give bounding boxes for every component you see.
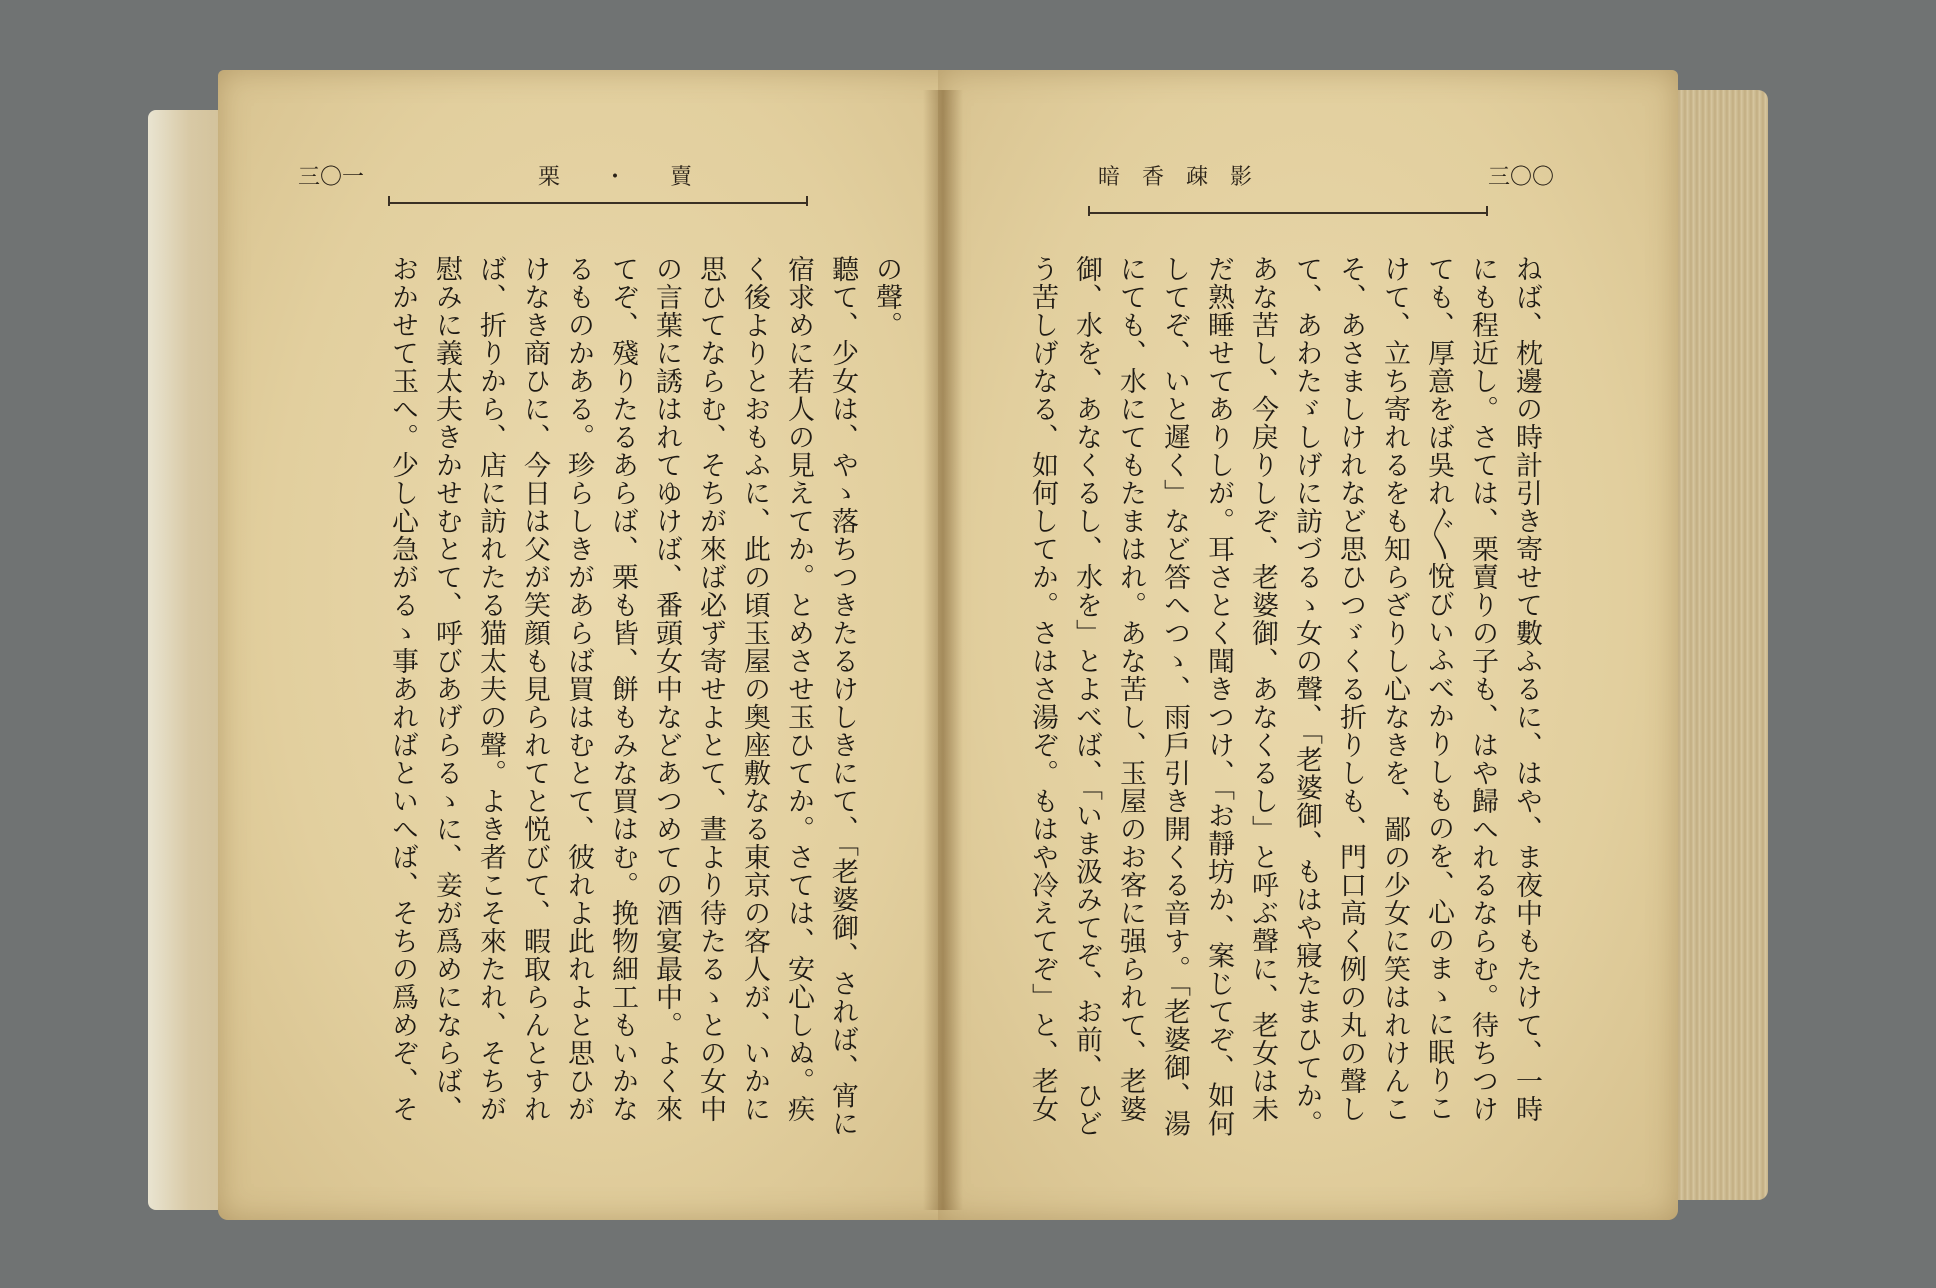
left-page-text xyxy=(368,255,908,1155)
text-line: にても、水にてもたまはれ。あな苦し、玉屋のお客に强られて、老婆 xyxy=(1115,255,1146,1123)
text-line: そ、あさましけれなど思ひつゞくる折りしも、門口高く例の丸の聲し xyxy=(1335,255,1366,1123)
right-header-rule xyxy=(1088,212,1488,214)
text-line: てぞ、殘りたるあらば、栗も皆、餅もみな買はむ。挽物細工もいかな xyxy=(607,255,638,1123)
text-line: 御、水を、あなくるし、水を」とよべば、「いま汲みてぞ、お前、ひど xyxy=(1071,255,1102,1138)
text-line: く後よりとおもふに、此の頃玉屋の奥座敷なる東京の客人が、いかに xyxy=(739,255,770,1123)
text-line: 慰みに義太夫きかせむとて、呼びあげらるゝに、妾が爲めにならば、 xyxy=(431,255,462,1123)
text-line: にも程近し。さては、栗賣りの子も、はや歸へれるならむ。待ちつけ xyxy=(1467,255,1498,1123)
right-page-header xyxy=(1058,160,1638,200)
left-running-title: 栗 ・ 賣 xyxy=(538,165,693,190)
text-line: けなき商ひに、今日は父が笑顔も見られてと悦びて、暇取らんとすれ xyxy=(519,255,550,1123)
text-line: おかせて玉へ。少し心急がるゝ事あればといへば、そちの爲めぞ、そ xyxy=(387,255,418,1123)
left-header-rule xyxy=(388,202,808,204)
text-line: 思ひてならむ、そちが來ば必ず寄せよとて、晝より待たるゝとの女中 xyxy=(695,255,726,1123)
text-line: の聲。 xyxy=(871,255,902,339)
text-line: 聽て、少女は、やゝ落ちつきたるけしきにて、「老婆御、されば、宵に xyxy=(827,255,858,1138)
right-page xyxy=(938,70,1678,1220)
left-page-number: 三〇一 xyxy=(298,165,365,190)
text-line: ねば、枕邊の時計引き寄せて數ふるに、はや、ま夜中もたけて、一時 xyxy=(1511,255,1542,1123)
open-book xyxy=(148,70,1768,1230)
text-line: けて、立ち寄れるをも知らざりし心なきを、鄙の少女に笑はれけんこ xyxy=(1379,255,1410,1123)
right-page-number: 三〇〇 xyxy=(1488,165,1555,190)
text-line: の言葉に誘はれてゆけば、番頭女中などあつめての酒宴最中。よく來 xyxy=(651,255,682,1123)
right-page-text xyxy=(1008,255,1548,1155)
left-page xyxy=(218,70,978,1220)
text-line: してぞ、いと遲く」など答へつゝ、雨戶引き開くる音す。「老婆御、湯 xyxy=(1159,255,1190,1138)
text-line: ても、厚意をば吳れ〴〵悅びいふべかりしものを、心のまゝに眠りこ xyxy=(1423,255,1454,1122)
text-line: だ熟睡せてありしが。耳さとく聞きつけ、「お靜坊か、案じてぞ、如何 xyxy=(1203,255,1234,1138)
left-page-header xyxy=(298,160,878,200)
text-line: あな苦し、今戾りしぞ、老婆御、あなくるし」と呼ぶ聲に、老女は未 xyxy=(1247,255,1278,1123)
text-line: 宿求めに若人の見えてか。とめさせ玉ひてか。さては、安心しぬ。疾 xyxy=(783,255,814,1123)
text-line: ば、折りから、店に訪れたる猫太夫の聲。よき者こそ來たれ、そちが xyxy=(475,255,506,1123)
text-line: るものかある。珍らしきがあらば買はむとて、彼れよ此れよと思ひが xyxy=(563,255,594,1123)
text-line: う苦しげなる、如何してか。さはさ湯ぞ。もはや冷えてぞ」と、老女 xyxy=(1027,255,1058,1123)
right-running-title: 暗 香 疎 影 xyxy=(1098,165,1253,190)
text-line: て、あわたゞしげに訪づるゝ女の聲、「老婆御、もはや寢たまひてか。 xyxy=(1291,255,1322,1138)
book-gutter xyxy=(923,90,963,1210)
